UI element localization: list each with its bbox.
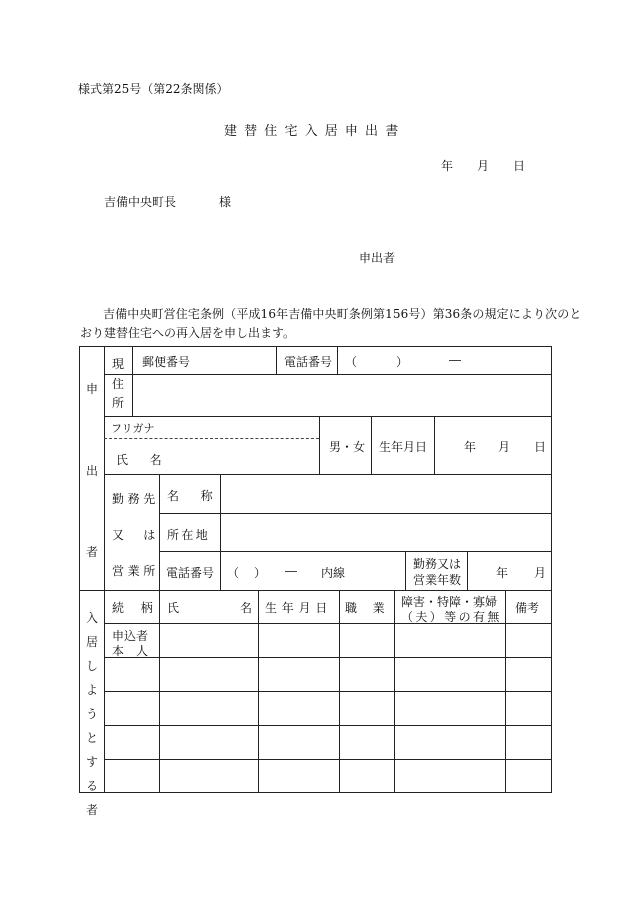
workplace-label-1: 勤務先 (112, 492, 159, 506)
workplace-label-2: 又 は (112, 528, 159, 542)
applicant-side-char-1: 申 (86, 382, 99, 396)
birthdate-day-label: 日 (534, 440, 547, 454)
occupant-row (104, 759, 551, 792)
workplace-phone-dash: ― (285, 564, 297, 578)
addressee-name: 吉備中央町長 (104, 195, 177, 209)
work-years-label-2: 営業年数 (413, 573, 462, 587)
col-header-disability-2: （夫）等の有無 (401, 610, 502, 624)
workplace-phone-label: 電話番号 (166, 566, 215, 580)
applicant-side-char-2: 出 (86, 464, 99, 478)
address-phone-dash: ― (449, 353, 461, 367)
form-title: 建替住宅入居申出書 (224, 124, 406, 139)
date-day-label: 日 (513, 159, 526, 173)
col-header-occupation: 職 業 (345, 601, 387, 615)
occupant-row (104, 623, 551, 657)
col-header-name-a: 氏 (167, 601, 180, 615)
occupant-row (104, 691, 551, 725)
furigana-label: フリガナ (111, 422, 155, 435)
col-header-remarks: 備考 (515, 601, 540, 615)
date-month-label: 月 (477, 159, 490, 173)
address-label-3: 所 (112, 396, 125, 410)
workplace-extension-label: 内線 (321, 566, 346, 580)
date-year-label: 年 (441, 159, 454, 173)
workplace-phone-open-paren: （ (227, 566, 240, 580)
occupant-row (104, 725, 551, 759)
col-header-name-b: 名 (240, 601, 253, 615)
self-row-label-1: 申込者 (112, 629, 149, 643)
addressee-honorific: 様 (219, 195, 232, 209)
workplace-phone-close-paren: ） (254, 566, 267, 580)
birthdate-year-label: 年 (464, 440, 477, 454)
gender-label: 男・女 (329, 440, 366, 454)
name-label: 氏 名 (116, 453, 167, 467)
address-phone-label: 電話番号 (284, 355, 333, 369)
address-phone-open-paren: （ (345, 355, 358, 369)
work-years-month-label: 月 (534, 566, 547, 580)
body-text-line-2: おり建替住宅への再入居を申し出ます。 (80, 326, 296, 340)
col-header-disability-1: 障害・特障・寡婦 (401, 595, 498, 609)
birthdate-month-label: 月 (498, 440, 511, 454)
col-header-relation: 続 柄 (112, 601, 156, 615)
work-years-label-1: 勤務又は (413, 557, 462, 571)
address-label-1: 現 (112, 357, 125, 371)
body-text-line-1: 吉備中央町営住宅条例（平成16年吉備中央町条例第156号）第36条の規定により次のと (103, 307, 582, 321)
applicant-label: 申出者 (359, 251, 396, 265)
occupant-row (104, 657, 551, 691)
postal-code-label: 郵便番号 (142, 355, 191, 369)
address-label-2: 住 (112, 377, 125, 391)
occupants-side-label: 入居しようとする者 (85, 611, 98, 817)
address-phone-close-paren: ） (396, 355, 409, 369)
self-row-label-2: 本 人 (112, 644, 149, 658)
workplace-location-label: 所在地 (167, 528, 211, 542)
applicant-side-char-3: 者 (86, 545, 99, 559)
birthdate-label: 生年月日 (379, 440, 428, 454)
workplace-name-label: 名 称 (167, 489, 218, 503)
workplace-label-3: 営業所 (112, 564, 159, 578)
col-header-birthdate: 生年月日 (265, 601, 333, 615)
work-years-year-label: 年 (496, 566, 509, 580)
form-number: 様式第25号（第22条関係） (78, 82, 229, 96)
